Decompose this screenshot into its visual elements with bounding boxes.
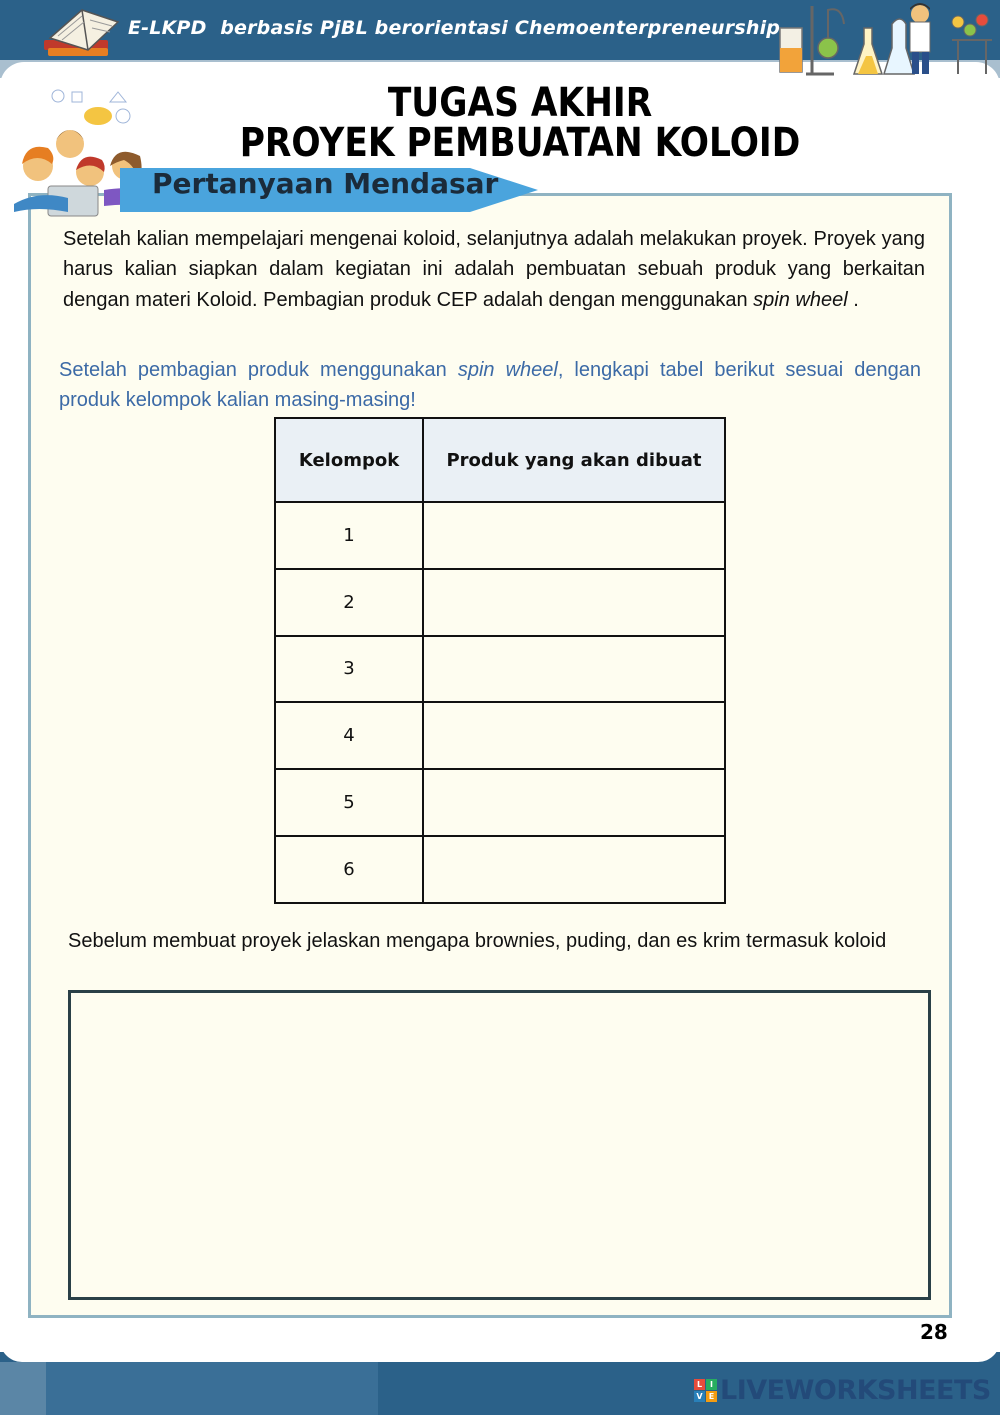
header-title: E-LKPD berbasis PjBL berorientasi Chemoenterpreneurship: [128, 17, 781, 39]
page-number: 28: [920, 1320, 948, 1344]
instruction-paragraph: [59, 355, 921, 416]
table-row: [275, 836, 725, 903]
kelompok-cell: 4: [275, 702, 423, 769]
table-row: [275, 702, 725, 769]
section-banner-label: Pertanyaan Mendasar: [152, 167, 499, 200]
kelompok-cell: 1: [275, 502, 423, 569]
instruction-text-after: , lengkapi tabel berikut sesuai dengan produk kelompok kalian masing-masing!: [59, 359, 921, 412]
footer-curve: [0, 1352, 1000, 1362]
intro-paragraph-tail: .: [847, 288, 859, 311]
table-row: [275, 636, 725, 703]
page-title-line-1: TUGAS AKHIR: [387, 80, 653, 126]
liveworksheets-logo[interactable]: [694, 1375, 991, 1406]
page-title-line-2: PROYEK PEMBUATAN KOLOID: [239, 120, 801, 166]
produk-input-cell[interactable]: [423, 836, 725, 903]
table-row: [275, 569, 725, 636]
page-header: [0, 0, 1000, 78]
intro-paragraph-text: Setelah kalian mempelajari mengenai koloid, selanjutnya adalah melakukan proyek. Proyek yang harus kalian siapkan dalam kegiatan ini adalah pembuatan sebuah produk yang berkaitan dengan materi Koloid. Pembagian produk CEP adalah dengan menggunakan: [63, 228, 925, 311]
header-kelompok: Kelompok: [275, 418, 423, 502]
header-produk: Produk yang akan dibuat: [423, 418, 725, 502]
liveworksheets-logo-text: LIVEWORKSHEETS: [720, 1375, 991, 1406]
table-row: [275, 769, 725, 836]
produk-input-cell[interactable]: [423, 702, 725, 769]
kelompok-cell: 2: [275, 569, 423, 636]
answer-input-box[interactable]: [68, 990, 931, 1300]
intro-paragraph: [63, 224, 925, 315]
logo-letter: I: [706, 1379, 717, 1390]
footer-block: [46, 1362, 378, 1415]
laboratory-illustration-icon: [772, 0, 997, 78]
product-table: [274, 417, 726, 904]
kelompok-cell: 6: [275, 836, 423, 903]
table-row: [275, 502, 725, 569]
produk-input-cell[interactable]: [423, 502, 725, 569]
table-header-row: [275, 418, 725, 502]
produk-input-cell[interactable]: [423, 569, 725, 636]
instruction-text-italic: spin wheel: [457, 359, 558, 381]
kelompok-cell: 5: [275, 769, 423, 836]
logo-letter: V: [694, 1391, 705, 1402]
instruction-text-before: Setelah pembagian produk menggunakan: [59, 359, 458, 381]
question-text: Sebelum membuat proyek jelaskan mengapa brownies, puding, dan es krim termasuk koloid: [68, 930, 887, 952]
footer-block: [0, 1362, 46, 1415]
kelompok-cell: 3: [275, 636, 423, 703]
book-icon: [40, 0, 126, 62]
produk-input-cell[interactable]: [423, 636, 725, 703]
produk-input-cell[interactable]: [423, 769, 725, 836]
liveworksheets-grid-icon: [694, 1379, 717, 1402]
logo-letter: E: [706, 1391, 717, 1402]
intro-paragraph-italic: spin wheel: [753, 288, 848, 311]
logo-letter: L: [694, 1379, 705, 1390]
